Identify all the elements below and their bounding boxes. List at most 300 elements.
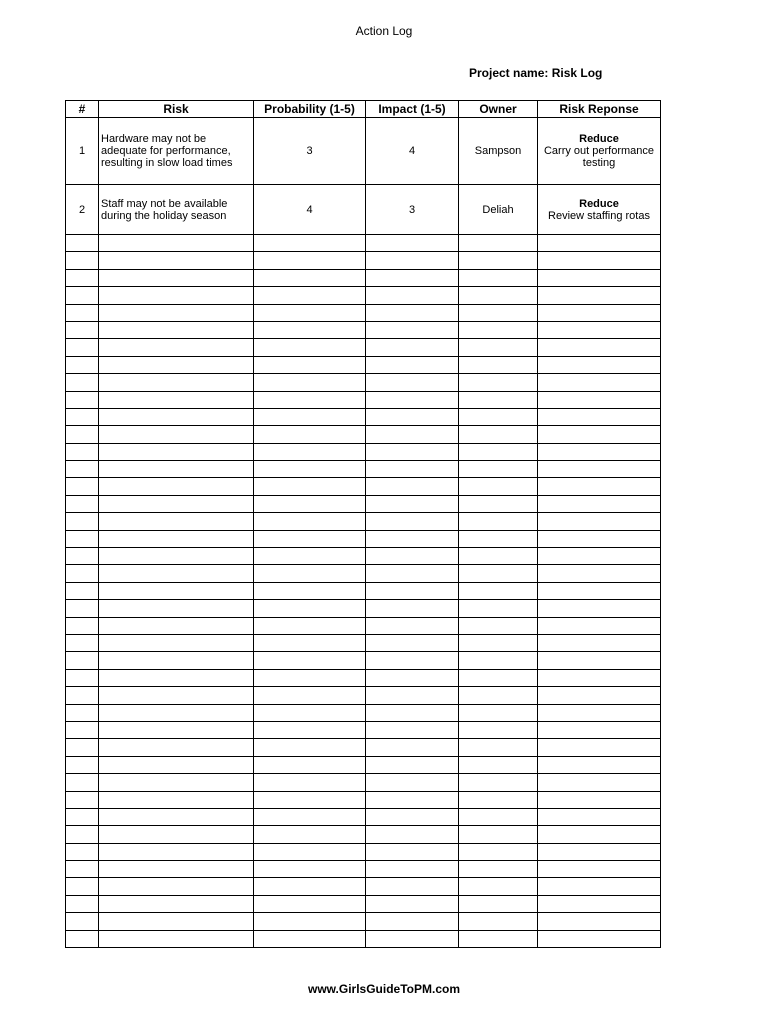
row-number — [66, 895, 99, 912]
impact-cell — [366, 356, 459, 373]
impact-cell — [366, 704, 459, 721]
response-cell — [538, 321, 661, 338]
risk-cell — [99, 826, 254, 843]
impact-cell — [366, 374, 459, 391]
impact-cell — [366, 443, 459, 460]
probability-cell — [254, 600, 366, 617]
risk-cell — [99, 235, 254, 252]
risk-cell — [99, 356, 254, 373]
probability-cell — [254, 895, 366, 912]
owner-cell — [459, 269, 538, 286]
response-cell — [538, 756, 661, 773]
row-number — [66, 513, 99, 530]
owner-cell — [459, 408, 538, 425]
impact-cell — [366, 687, 459, 704]
owner-cell: Sampson — [459, 118, 538, 185]
footer-website: www.GirlsGuideToPM.com — [307, 982, 460, 996]
empty-table-row — [66, 721, 661, 738]
risk-cell — [99, 791, 254, 808]
probability-cell — [254, 669, 366, 686]
probability-cell — [254, 843, 366, 860]
empty-table-row — [66, 252, 661, 269]
empty-table-row — [66, 356, 661, 373]
risk-cell — [99, 634, 254, 651]
empty-table-row — [66, 235, 661, 252]
row-number — [66, 600, 99, 617]
row-number — [66, 791, 99, 808]
owner-cell — [459, 843, 538, 860]
empty-table-row — [66, 687, 661, 704]
owner-cell: Deliah — [459, 185, 538, 235]
owner-cell — [459, 861, 538, 878]
owner-cell — [459, 339, 538, 356]
response-cell — [538, 913, 661, 930]
probability-cell — [254, 235, 366, 252]
probability-cell — [254, 269, 366, 286]
impact-cell — [366, 478, 459, 495]
probability-cell — [254, 861, 366, 878]
empty-table-row — [66, 774, 661, 791]
probability-cell — [254, 513, 366, 530]
probability-cell — [254, 495, 366, 512]
response-cell — [538, 530, 661, 547]
probability-cell — [254, 878, 366, 895]
impact-cell — [366, 634, 459, 651]
response-cell — [538, 443, 661, 460]
impact-cell — [366, 287, 459, 304]
empty-table-row — [66, 495, 661, 512]
row-number — [66, 913, 99, 930]
empty-table-row — [66, 843, 661, 860]
impact-cell — [366, 826, 459, 843]
empty-table-row — [66, 321, 661, 338]
probability-cell — [254, 374, 366, 391]
empty-table-row — [66, 756, 661, 773]
risk-cell — [99, 513, 254, 530]
risk-cell — [99, 269, 254, 286]
owner-cell — [459, 600, 538, 617]
response-cell — [538, 374, 661, 391]
risk-cell — [99, 548, 254, 565]
owner-cell — [459, 669, 538, 686]
project-name: Project name: Risk Log — [469, 66, 603, 80]
empty-table-row — [66, 443, 661, 460]
response-cell — [538, 826, 661, 843]
risk-cell — [99, 774, 254, 791]
response-cell — [538, 548, 661, 565]
empty-table-row — [66, 391, 661, 408]
response-cell — [538, 513, 661, 530]
probability-cell — [254, 304, 366, 321]
row-number — [66, 756, 99, 773]
owner-cell — [459, 356, 538, 373]
response-cell — [538, 269, 661, 286]
probability-cell — [254, 808, 366, 825]
table-row — [66, 185, 661, 235]
response-cell — [538, 565, 661, 582]
risk-cell — [99, 530, 254, 547]
row-number — [66, 582, 99, 599]
risk-cell — [99, 652, 254, 669]
risk-cell — [99, 808, 254, 825]
impact-cell — [366, 791, 459, 808]
risk-log-table — [65, 100, 661, 948]
probability-cell — [254, 634, 366, 651]
impact-cell — [366, 895, 459, 912]
owner-cell — [459, 548, 538, 565]
owner-cell — [459, 582, 538, 599]
response-cell — [538, 878, 661, 895]
probability-cell — [254, 756, 366, 773]
risk-cell — [99, 495, 254, 512]
probability-cell — [254, 617, 366, 634]
empty-table-row — [66, 582, 661, 599]
owner-cell — [459, 391, 538, 408]
table-header-row — [66, 101, 661, 118]
risk-cell — [99, 617, 254, 634]
owner-cell — [459, 374, 538, 391]
row-number: 1 — [66, 118, 99, 185]
impact-cell — [366, 252, 459, 269]
owner-cell — [459, 739, 538, 756]
impact-cell — [366, 235, 459, 252]
empty-table-row — [66, 426, 661, 443]
probability-cell — [254, 252, 366, 269]
row-number — [66, 478, 99, 495]
impact-cell — [366, 669, 459, 686]
impact-cell — [366, 861, 459, 878]
probability-cell — [254, 687, 366, 704]
empty-table-row — [66, 461, 661, 478]
owner-cell — [459, 721, 538, 738]
risk-cell — [99, 304, 254, 321]
probability-cell — [254, 426, 366, 443]
response-cell — [538, 426, 661, 443]
response-cell — [538, 895, 661, 912]
response-cell — [538, 461, 661, 478]
row-number — [66, 374, 99, 391]
impact-cell — [366, 617, 459, 634]
owner-cell — [459, 774, 538, 791]
response-cell — [538, 704, 661, 721]
empty-table-row — [66, 739, 661, 756]
empty-table-row — [66, 408, 661, 425]
response-cell — [538, 739, 661, 756]
risk-cell — [99, 704, 254, 721]
empty-table-row — [66, 513, 661, 530]
response-cell — [538, 478, 661, 495]
row-number — [66, 721, 99, 738]
owner-cell — [459, 530, 538, 547]
risk-cell — [99, 895, 254, 912]
empty-table-row — [66, 617, 661, 634]
probability-cell — [254, 652, 366, 669]
row-number — [66, 826, 99, 843]
response-cell — [538, 687, 661, 704]
row-number — [66, 669, 99, 686]
owner-cell — [459, 652, 538, 669]
empty-table-row — [66, 930, 661, 947]
owner-cell — [459, 461, 538, 478]
impact-cell — [366, 913, 459, 930]
empty-table-row — [66, 634, 661, 651]
impact-cell — [366, 461, 459, 478]
response-cell — [538, 617, 661, 634]
impact-cell — [366, 878, 459, 895]
row-number — [66, 443, 99, 460]
response-cell — [538, 808, 661, 825]
empty-table-row — [66, 304, 661, 321]
row-number — [66, 878, 99, 895]
response-cell — [538, 185, 661, 235]
owner-cell — [459, 287, 538, 304]
response-cell — [538, 582, 661, 599]
response-cell — [538, 287, 661, 304]
response-cell — [538, 495, 661, 512]
empty-table-row — [66, 704, 661, 721]
row-number — [66, 495, 99, 512]
response-detail: Review staffing rotas — [548, 209, 650, 222]
probability-cell — [254, 565, 366, 582]
response-cell — [538, 118, 661, 185]
risk-cell — [99, 287, 254, 304]
impact-cell: 3 — [366, 185, 459, 235]
impact-cell — [366, 739, 459, 756]
risk-cell — [99, 600, 254, 617]
response-cell — [538, 356, 661, 373]
risk-cell: Staff may not be available during the holiday season — [99, 185, 254, 235]
owner-cell — [459, 791, 538, 808]
impact-cell — [366, 774, 459, 791]
empty-table-row — [66, 652, 661, 669]
owner-cell — [459, 895, 538, 912]
impact-cell — [366, 548, 459, 565]
probability-cell — [254, 530, 366, 547]
empty-table-row — [66, 669, 661, 686]
row-number — [66, 930, 99, 947]
probability-cell — [254, 321, 366, 338]
probability-cell — [254, 443, 366, 460]
row-number — [66, 304, 99, 321]
risk-cell — [99, 408, 254, 425]
response-cell — [538, 669, 661, 686]
impact-cell — [366, 930, 459, 947]
header-risk-response: Risk Reponse — [538, 101, 661, 118]
risk-cell — [99, 426, 254, 443]
impact-cell — [366, 530, 459, 547]
risk-cell — [99, 252, 254, 269]
impact-cell: 4 — [366, 118, 459, 185]
response-cell — [538, 339, 661, 356]
header-impact: Impact (1-5) — [366, 101, 459, 118]
risk-cell — [99, 339, 254, 356]
impact-cell — [366, 408, 459, 425]
empty-table-row — [66, 530, 661, 547]
row-number — [66, 530, 99, 547]
impact-cell — [366, 513, 459, 530]
header-owner: Owner — [459, 101, 538, 118]
owner-cell — [459, 930, 538, 947]
impact-cell — [366, 652, 459, 669]
probability-cell — [254, 774, 366, 791]
owner-cell — [459, 252, 538, 269]
impact-cell — [366, 808, 459, 825]
probability-cell — [254, 548, 366, 565]
response-detail: Carry out performance testing — [543, 145, 655, 169]
owner-cell — [459, 443, 538, 460]
risk-cell — [99, 930, 254, 947]
document-title: Action Log — [355, 24, 413, 38]
row-number: 2 — [66, 185, 99, 235]
risk-cell — [99, 739, 254, 756]
probability-cell — [254, 408, 366, 425]
impact-cell — [366, 495, 459, 512]
row-number — [66, 861, 99, 878]
probability-cell — [254, 930, 366, 947]
response-cell — [538, 843, 661, 860]
probability-cell — [254, 791, 366, 808]
row-number — [66, 287, 99, 304]
probability-cell — [254, 739, 366, 756]
empty-table-row — [66, 878, 661, 895]
response-cell — [538, 861, 661, 878]
row-number — [66, 739, 99, 756]
response-cell — [538, 391, 661, 408]
response-cell — [538, 235, 661, 252]
row-number — [66, 339, 99, 356]
row-number — [66, 843, 99, 860]
risk-cell — [99, 756, 254, 773]
probability-cell — [254, 287, 366, 304]
owner-cell — [459, 321, 538, 338]
row-number — [66, 565, 99, 582]
header-probability: Probability (1-5) — [254, 101, 366, 118]
row-number — [66, 617, 99, 634]
row-number — [66, 808, 99, 825]
probability-cell — [254, 461, 366, 478]
row-number — [66, 652, 99, 669]
owner-cell — [459, 913, 538, 930]
empty-table-row — [66, 895, 661, 912]
impact-cell — [366, 269, 459, 286]
row-number — [66, 269, 99, 286]
empty-table-row — [66, 565, 661, 582]
empty-table-row — [66, 808, 661, 825]
risk-cell — [99, 721, 254, 738]
response-cell — [538, 774, 661, 791]
response-cell — [538, 634, 661, 651]
owner-cell — [459, 235, 538, 252]
owner-cell — [459, 808, 538, 825]
row-number — [66, 548, 99, 565]
owner-cell — [459, 513, 538, 530]
risk-cell — [99, 478, 254, 495]
risk-cell — [99, 443, 254, 460]
probability-cell: 4 — [254, 185, 366, 235]
owner-cell — [459, 565, 538, 582]
empty-table-row — [66, 339, 661, 356]
row-number — [66, 774, 99, 791]
owner-cell — [459, 756, 538, 773]
row-number — [66, 687, 99, 704]
response-cell — [538, 930, 661, 947]
impact-cell — [366, 321, 459, 338]
response-cell — [538, 252, 661, 269]
empty-table-row — [66, 791, 661, 808]
table-row — [66, 118, 661, 185]
row-number — [66, 252, 99, 269]
header-risk: Risk — [99, 101, 254, 118]
impact-cell — [366, 565, 459, 582]
owner-cell — [459, 478, 538, 495]
risk-cell — [99, 391, 254, 408]
empty-table-row — [66, 269, 661, 286]
risk-cell — [99, 843, 254, 860]
owner-cell — [459, 304, 538, 321]
empty-table-row — [66, 548, 661, 565]
empty-table-row — [66, 826, 661, 843]
impact-cell — [366, 582, 459, 599]
risk-cell — [99, 861, 254, 878]
owner-cell — [459, 426, 538, 443]
empty-table-row — [66, 600, 661, 617]
risk-cell — [99, 878, 254, 895]
response-cell — [538, 791, 661, 808]
impact-cell — [366, 756, 459, 773]
risk-cell — [99, 461, 254, 478]
probability-cell — [254, 582, 366, 599]
risk-cell — [99, 687, 254, 704]
impact-cell — [366, 843, 459, 860]
owner-cell — [459, 704, 538, 721]
probability-cell — [254, 721, 366, 738]
empty-table-row — [66, 287, 661, 304]
header-number: # — [66, 101, 99, 118]
empty-table-row — [66, 861, 661, 878]
risk-cell — [99, 321, 254, 338]
risk-cell — [99, 669, 254, 686]
owner-cell — [459, 495, 538, 512]
risk-cell — [99, 374, 254, 391]
row-number — [66, 426, 99, 443]
owner-cell — [459, 826, 538, 843]
probability-cell — [254, 391, 366, 408]
owner-cell — [459, 617, 538, 634]
owner-cell — [459, 687, 538, 704]
response-cell — [538, 600, 661, 617]
response-cell — [538, 408, 661, 425]
risk-cell — [99, 565, 254, 582]
row-number — [66, 634, 99, 651]
risk-cell — [99, 913, 254, 930]
row-number — [66, 704, 99, 721]
impact-cell — [366, 426, 459, 443]
probability-cell — [254, 826, 366, 843]
impact-cell — [366, 391, 459, 408]
probability-cell — [254, 339, 366, 356]
row-number — [66, 408, 99, 425]
impact-cell — [366, 600, 459, 617]
response-action: Reduce — [579, 133, 619, 145]
risk-cell: Hardware may not be adequate for performance, resulting in slow load times — [99, 118, 254, 185]
risk-cell — [99, 582, 254, 599]
row-number — [66, 321, 99, 338]
row-number — [66, 235, 99, 252]
response-cell — [538, 304, 661, 321]
owner-cell — [459, 878, 538, 895]
row-number — [66, 356, 99, 373]
response-cell — [538, 652, 661, 669]
